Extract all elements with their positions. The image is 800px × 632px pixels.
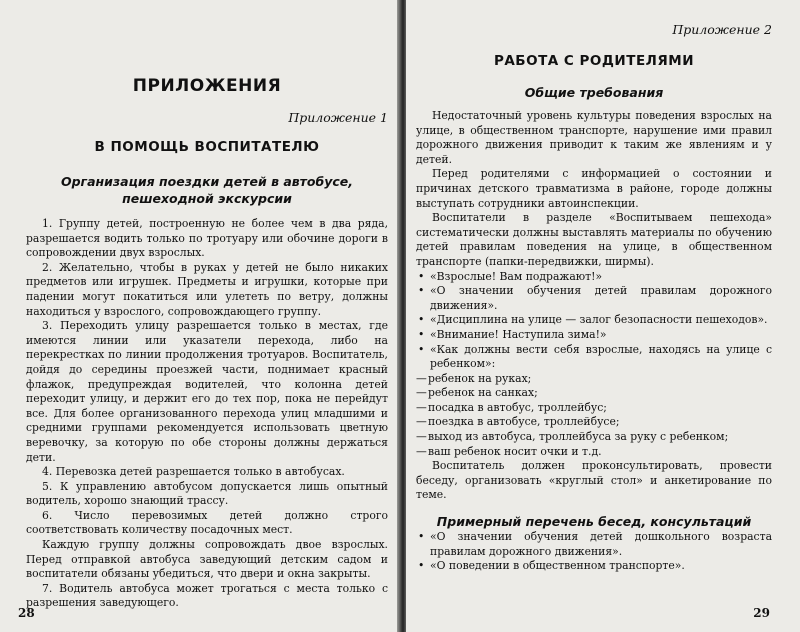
section-heading: Организация поездки детей в автобусе, пешеходной экскурсии	[60, 174, 354, 206]
paragraph: Перед родителями с информацией о состоянии и причинах детского травматизма в районе, городе должны выступать сотрудники автоинспекции.	[416, 167, 772, 210]
list-item: — ваш ребенок носит очки и т.д.	[416, 445, 772, 460]
appendix-title: РАБОТА С РОДИТЕЛЯМИ	[493, 53, 695, 69]
paragraph: Недостаточный уровень культуры поведения взрослых на улице, в общественном транспорте, нарушение ими правил дорожного движения приводит к таким же явлениям и у детей.	[416, 109, 772, 166]
page-number: 28	[18, 606, 35, 620]
list-item: • «О поведении в общественном транспорте».	[416, 559, 772, 574]
left-body	[26, 217, 388, 611]
list-item: • «Как должны вести себя взрослые, находясь на улице с ребенком»:	[416, 343, 772, 372]
list-item: • «Внимание! Наступила зима!»	[416, 328, 772, 343]
topics-list	[416, 270, 772, 372]
paragraph: 7. Водитель автобуса может трогаться с места только с разрешения заведующего.	[26, 581, 388, 610]
paragraph: 4. Перевозка детей разрешается только в автобусах.	[42, 465, 345, 479]
list-item: • «О значении обучения детей дошкольного возраста правилам дорожного движения».	[416, 530, 772, 559]
paragraph: 3. Переходить улицу разрешается только в местах, где имеются линии или указатели перехода, либо на перекрестках по линии продолжения тротуаров. Воспитатель, дойдя до середины проезжей части, поднимает красный флажок, предупреждая водителей, что колонна детей переходит улицу, и держит его до тех пор, пока не перейдут все. Для более организованного перехода улиц младшими и средними группами рекомендуется использовать цветную веревочку, за которую по обе стороны должны держаться дети.	[26, 319, 388, 464]
list-item: — поездка в автобусе, троллейбусе;	[416, 415, 772, 430]
paragraph: Воспитатель должен проконсультировать, провести беседу, организовать «круглый стол» и анкетирование по теме.	[416, 459, 772, 502]
page-number: 29	[753, 606, 770, 620]
list-item: — ребенок на санках;	[416, 386, 772, 401]
list-item: — посадка в автобус, троллейбус;	[416, 401, 772, 416]
list-item: • «Взрослые! Вам подражают!»	[416, 270, 772, 285]
consultations-list	[416, 530, 772, 574]
list-item: • «О значении обучения детей правилам дорожного движения».	[416, 284, 772, 313]
paragraph: Воспитатели в разделе «Воспитываем пешехода» систематически должны выставлять материалы по обучению детей правилам поведения на улице, в общественном транспорте (папки-передвижки, ширмы).	[416, 211, 772, 268]
appendix-label: Приложение 2	[672, 22, 772, 37]
section-heading: Общие требования	[524, 85, 664, 100]
paragraph: 1. Группу детей, построенную не более чем в два ряда, разрешается водить только по тротуару или обочине дороги в сопровождении двух взрослых.	[26, 217, 388, 260]
appendix-label: Приложение 1	[288, 110, 388, 125]
right-page	[406, 0, 800, 632]
appendix-title: В ПОМОЩЬ ВОСПИТАТЕЛЮ	[94, 139, 320, 155]
paragraph: 6. Число перевозимых детей должно строго соответствовать количеству посадочных мест.	[26, 508, 388, 537]
paragraph: 2. Желательно, чтобы в руках у детей не было никаких предметов или игрушек. Предметы и игрушки, которые при падении могут покатиться или улететь по ветру, должны находиться у взрослого, сопровождающего группу.	[26, 260, 388, 318]
right-body	[416, 109, 772, 503]
paragraph: 5. К управлению автобусом допускается лишь опытный водитель, хорошо знающий трассу.	[26, 479, 388, 508]
section-heading: Примерный перечень бесед, консультаций	[436, 514, 752, 530]
subtopics-list	[416, 372, 772, 460]
list-item: — выход из автобуса, троллейбуса за руку с ребенком;	[416, 430, 772, 445]
paragraph: Каждую группу должны сопровождать двое взрослых. Перед отправкой автобуса заведующий детским садом и воспитатели обязаны убедиться, что двери и окна закрыты.	[26, 538, 388, 581]
section-title: ПРИЛОЖЕНИЯ	[132, 76, 282, 96]
list-item: — ребенок на руках;	[416, 372, 772, 387]
list-item: • «Дисциплина на улице — залог безопасности пешеходов».	[416, 313, 772, 328]
